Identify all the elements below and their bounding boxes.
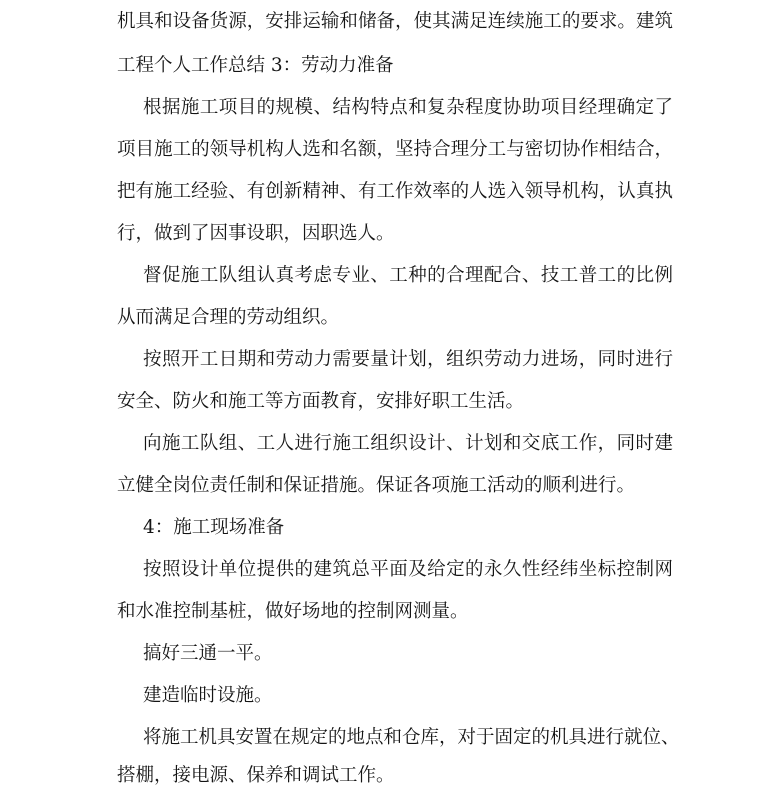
text-line: 安全、防火和施工等方面教育，安排好职工生活。: [117, 391, 525, 412]
text-line: 按照开工日期和劳动力需要量计划，组织劳动力进场，同时进行: [143, 349, 673, 370]
text-line: 根据施工项目的规模、结构特点和复杂程度协助项目经理确定了: [143, 97, 673, 118]
section-heading: 4：施工现场准备: [143, 517, 285, 538]
text-line: 行，做到了因事设职，因职选人。: [117, 223, 395, 244]
text-line: 督促施工队组认真考虑专业、工种的合理配合、技工普工的比例: [143, 265, 673, 286]
text-line: 和水准控制基桩，做好场地的控制网测量。: [117, 601, 469, 622]
text-line: 项目施工的领导机构人选和名额，坚持合理分工与密切协作相结合，: [117, 139, 673, 160]
text-line: 搭棚，接电源、保养和调试工作。: [117, 765, 395, 786]
text-line: 把有施工经验、有创新精神、有工作效率的人选入领导机构，认真执: [117, 181, 673, 202]
text-line: 工程个人工作总结 3：劳动力准备: [117, 55, 394, 76]
text-line: 建造临时设施。: [143, 685, 273, 706]
text-line: 将施工机具安置在规定的地点和仓库，对于固定的机具进行就位、: [143, 727, 680, 748]
text-line: 搞好三通一平。: [143, 643, 273, 664]
text-line: 按照设计单位提供的建筑总平面及给定的永久性经纬坐标控制网: [143, 559, 673, 580]
text-line: 向施工队组、工人进行施工组织设计、计划和交底工作，同时建: [143, 433, 673, 454]
text-line: 从而满足合理的劳动组织。: [117, 307, 340, 328]
text-line: 立健全岗位责任制和保证措施。保证各项施工活动的顺利进行。: [117, 475, 636, 496]
text-line: 机具和设备货源，安排运输和储备，使其满足连续施工的要求。建筑: [117, 11, 673, 32]
